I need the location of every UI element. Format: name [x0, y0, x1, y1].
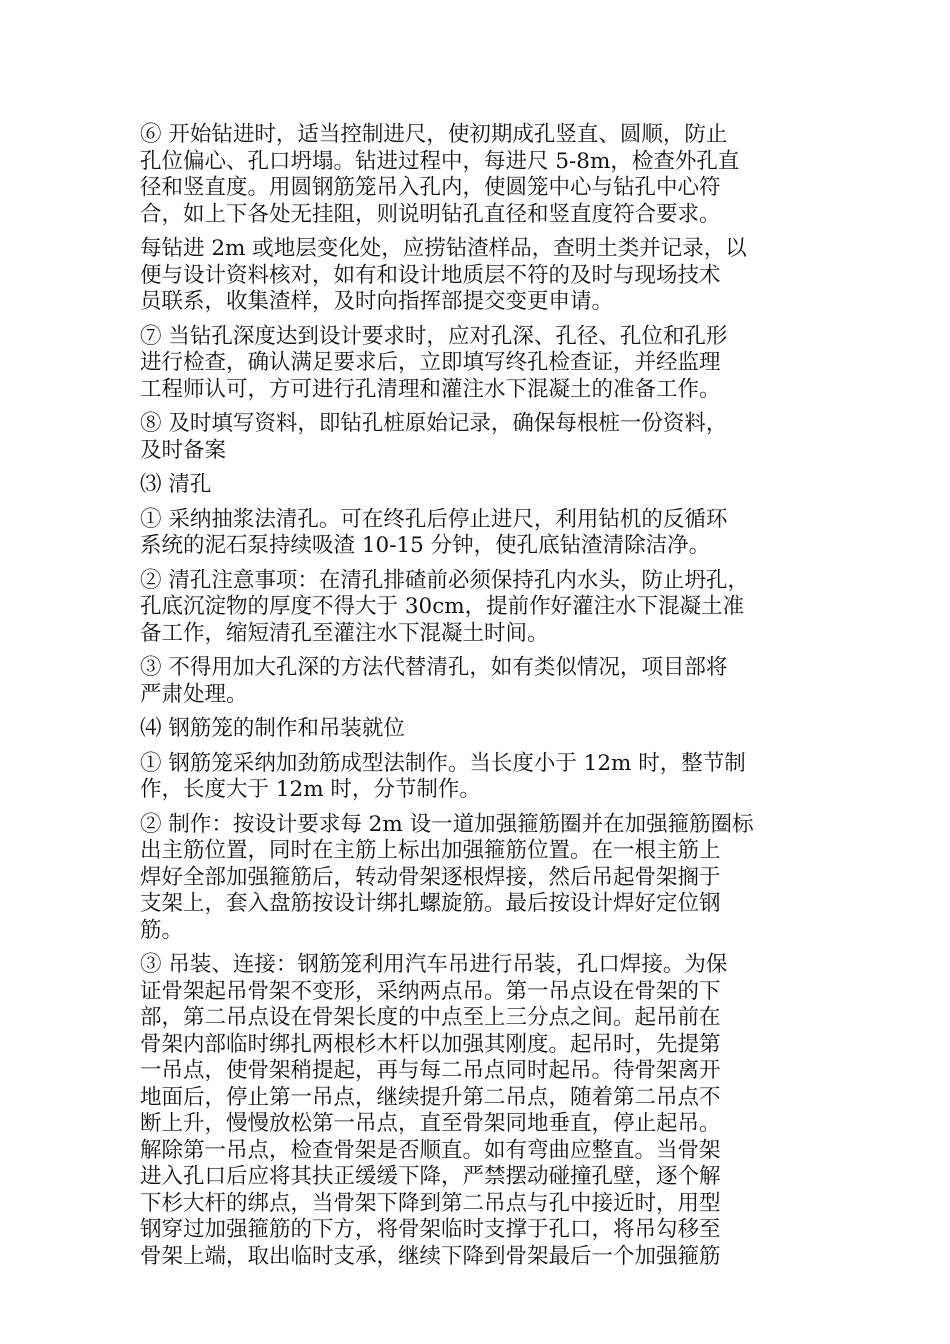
section-heading-rebar-cage: ⑷ 钢筋笼的制作和吊装就位 [140, 716, 405, 741]
paragraph-drilling-control: ⑥ 开始钻进时，适当控制进尺，使初期成孔竖直、圆顺，防止 孔位偏心、孔口坍塌。钻进过程中，每进尺 5-8m，检查外孔直 径和竖直度。用圆钢筋笼吊入孔内，使圆笼中心与钻孔中心符 合，如上下各处无挂阻，则说明钻孔直径和竖直度符合要求。 [140, 122, 740, 227]
paragraph-pumping-method: ① 采纳抽浆法清孔。可在终孔后停止进尺，利用钻机的反循环 系统的泥石泵持续吸渣 10-15 分钟，使孔底钻渣清除洁净。 [140, 506, 728, 558]
section-heading-hole-cleaning: ⑶ 清孔 [140, 472, 212, 497]
paragraph-cage-fabrication: ① 钢筋笼采纳加劲筋成型法制作。当长度小于 12m 时，整节制 作，长度大于 12m 时，分节制作。 [140, 750, 746, 802]
paragraph-cage-making: ② 制作：按设计要求每 2m 设一道加强箍筋圈并在加强箍筋圈标 出主筋位置，同时在主筋上标出加强箍筋位置。在一根主筋上 焊好全部加强箍筋后，转动骨架逐根焊接，然后吊起骨架搁于 支架上，套入盘筋按设计绑扎螺旋筋。最后按设计焊好定位钢 筋。 [140, 811, 754, 943]
paragraph-cleaning-notes: ② 清孔注意事项：在清孔排碴前必须保持孔内水头，防止坍孔， 孔底沉淀物的厚度不得大于 30cm，提前作好灌注水下混凝土准 备工作，缩短清孔至灌注水下混凝土时间。 [140, 567, 749, 646]
document-page [140, 122, 820, 1278]
paragraph-no-deepening: ③ 不得用加大孔深的方法代替清孔，如有类似情况，项目部将 严肃处理。 [140, 655, 728, 707]
paragraph-sampling: 每钻进 2m 或地层变化处，应捞钻渣样品，查明土类并记录，以 便与设计资料核对，如有和设计地质层不符的及时与现场技术 员联系，收集渣样，及时向指挥部提交变更申请。 [140, 236, 747, 314]
paragraph-cage-lifting: ③ 吊装、连接：钢筋笼利用汽车吊进行吊装，孔口焊接。为保 证骨架起吊骨架不变形，采纳两点吊。第一吊点设在骨架的下 部，第二吊点设在骨架长度的中点至上三分点之间。起吊前在 骨架内部临时绑扎两根杉木杆以加强其刚度。起吊时，先提第 一吊点，使骨架稍提起，再与每二吊点同时起吊。待骨架离开 地面后，停止第一吊点，继续提升第二吊点，随着第二吊点不 断上升，慢慢放松第一吊点，直至骨架同地垂直，停止起吊。 解除第一吊点，检查骨架是否顺直。如有弯曲应整直。当骨架 进入孔口后应将其扶正缓缓下降，严禁摆动碰撞孔壁，逐个解 下杉大杆的绑点，当骨架下降到第二吊点与孔中接近时，用型 钢穿过加强箍筋的下方，将骨架临时支撑于孔口，将吊勾移至 骨架上端，取出临时支承，继续下降到骨架最后一个加强箍筋 [140, 952, 728, 1269]
paragraph-records: ⑧ 及时填写资料，即钻孔桩原始记录，确保每根桩一份资料， 及时备案 [140, 411, 728, 463]
paragraph-final-hole-check: ⑦ 当钻孔深度达到设计要求时，应对孔深、孔径、孔位和孔形 进行检查，确认满足要求后，立即填写终孔检查证，并经监理 工程师认可，方可进行孔清理和灌注水下混凝土的准备工作。 [140, 323, 728, 402]
